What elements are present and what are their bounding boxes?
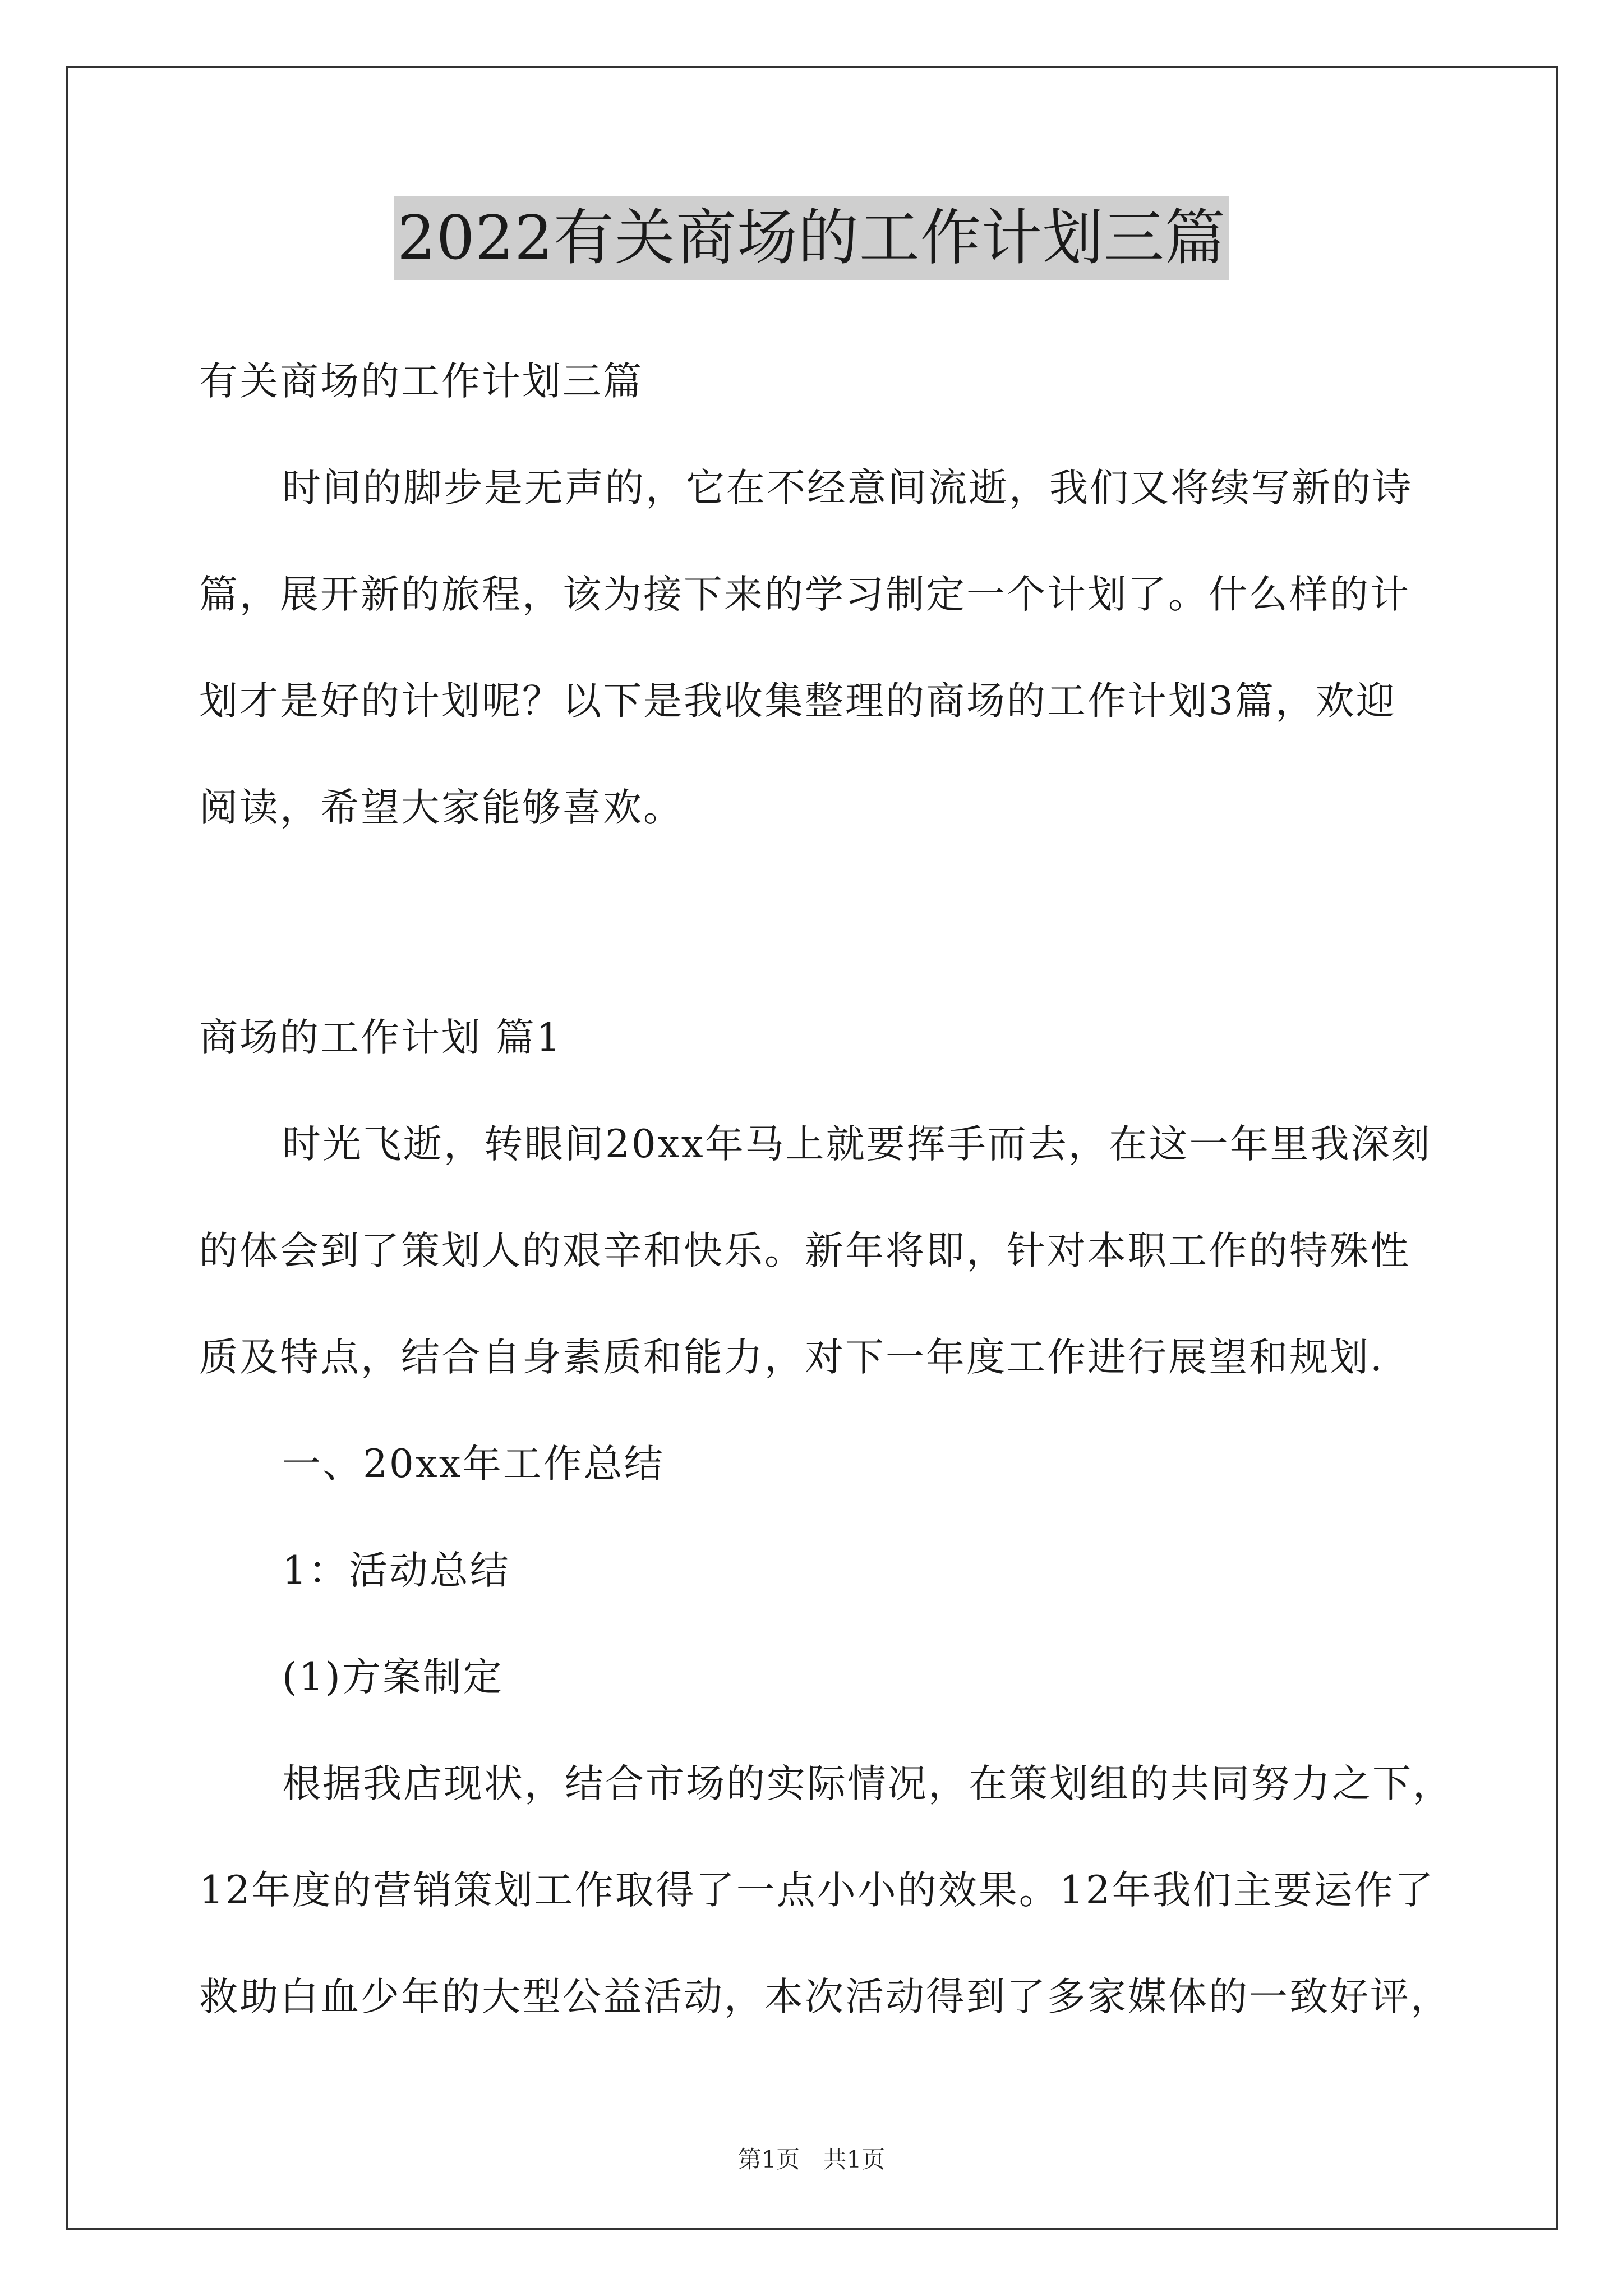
section-heading: 商场的工作计划 篇1 [199, 1015, 562, 1060]
body-line-1: 根据我店现状，结合市场的实际情况，在策划组的共同努力之下， [282, 1761, 1453, 1806]
heading-activity-summary: 1：活动总结 [282, 1548, 510, 1593]
intro-line-4: 阅读，希望大家能够喜欢。 [199, 785, 684, 830]
intro-line-2: 篇，展开新的旅程，该为接下来的学习制定一个计划了。什么样的计 [199, 572, 1410, 617]
document-title: 2022有关商场的工作计划三篇 [394, 196, 1229, 280]
intro-line-1: 时间的脚步是无声的，它在不经意间流逝，我们又将续写新的诗 [282, 466, 1413, 510]
page-footer [0, 2143, 1623, 2177]
section-line-3: 质及特点，结合自身素质和能力，对下一年度工作进行展望和规划. [199, 1335, 1384, 1380]
body-line-3: 救助白血少年的大型公益活动，本次活动得到了多家媒体的一致好评， [199, 1975, 1451, 2019]
section-line-2: 的体会到了策划人的艰辛和快乐。新年将即，针对本职工作的特殊性 [199, 1228, 1410, 1273]
page-total: 共1页 [823, 2146, 886, 2173]
subtitle: 有关商场的工作计划三篇 [199, 359, 643, 404]
section-line-1: 时光飞逝，转眼间20xx年马上就要挥手而去，在这一年里我深刻 [282, 1122, 1432, 1167]
heading-work-summary: 一、20xx年工作总结 [282, 1442, 665, 1487]
page-number: 第1页 [737, 2146, 800, 2173]
heading-plan-making: (1)方案制定 [282, 1655, 504, 1700]
body-line-2: 12年度的营销策划工作取得了一点小小的效果。12年我们主要运作了 [199, 1868, 1435, 1913]
intro-line-3: 划才是好的计划呢？以下是我收集整理的商场的工作计划3篇，欢迎 [199, 679, 1396, 724]
document-body [199, 359, 1453, 2098]
title-container [0, 196, 1623, 280]
